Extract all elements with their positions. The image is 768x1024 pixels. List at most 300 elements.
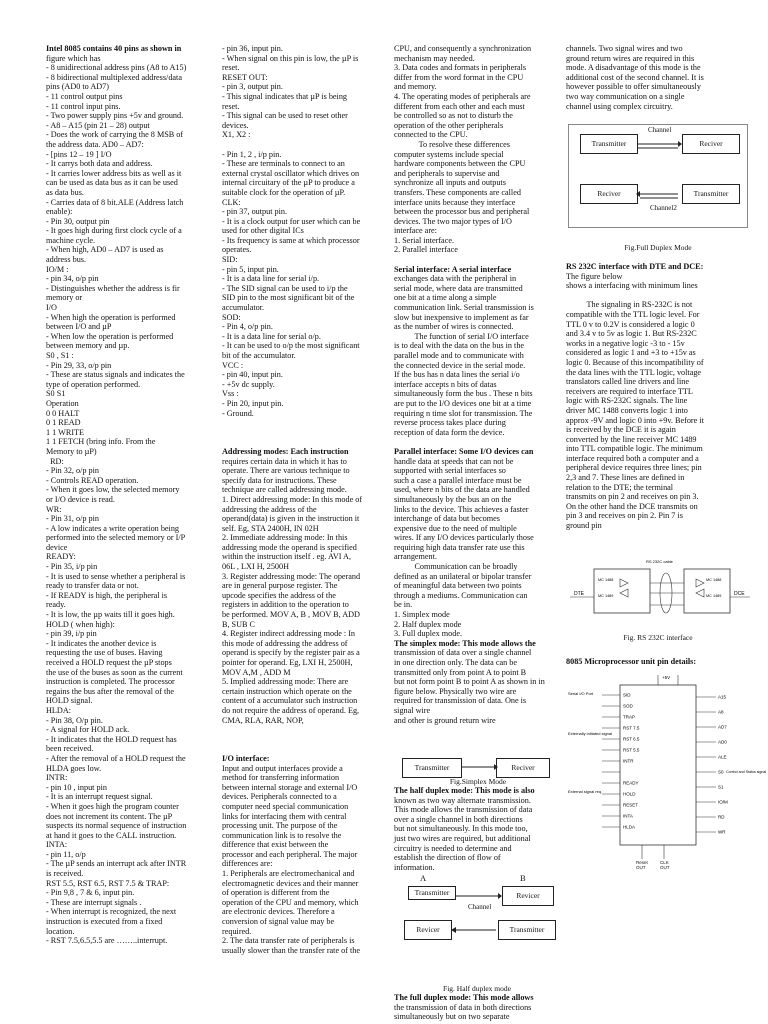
text-line: HOLD signal. [46,696,93,706]
text-line: - If READY is high, the peripheral is [46,590,168,600]
text-line: 3. Register addressing mode: The operand [222,571,361,581]
column-4-pin-details [566,657,750,667]
text-line: compatible with the TTL logic level. For [566,309,700,319]
text-line: - Pin 35, i/p pin [46,562,98,572]
text-line: - The SID signal can be used to i/p the [222,283,348,293]
text-line: 1 1 WRITE [46,427,85,437]
text-line: simultaneously form the bus . These n bits [394,389,533,399]
text-line: reset. [222,101,240,111]
pin-label-right: A15 [718,694,727,700]
text-line: and peripherals to supervise and [394,168,500,178]
text-line: ground pin [566,521,602,531]
text-line: - It is a clock output for user which can be [222,216,361,226]
text-line: operation of the CPU and memory, which [222,897,359,907]
text-line: - It indicates that the HOLD request has [46,734,177,744]
half-duplex-channel-label: Channel [468,903,492,911]
text-line: Operation [46,398,79,408]
text-line: simultaneously by the bus an on the [394,494,512,504]
column-3-half-duplex [394,786,560,872]
text-line: MOV A,M , ADD M [222,667,291,677]
full-duplex-receiver-2: Reciver [580,184,638,204]
text-line: content of a accumulator such instruction [222,696,358,706]
text-line: - It carrys both data and address. [46,159,153,169]
full-duplex-transmitter-2: Transmitter [682,184,740,204]
text-line: The half duplex mode: This mode is also [394,786,535,795]
text-line: transfers. These components are called [394,187,521,197]
text-line: SID pin to the most significant bit of the [222,293,355,303]
text-line: reverse process takes place during [394,418,506,428]
text-line: 1. Direct addressing mode: In this mode of [222,494,363,504]
simplex-caption: Fig.Simplex Mode [449,777,507,786]
text-line: I/O [46,303,57,313]
text-line: Serial interface: A serial interface [394,264,512,274]
text-line: just two wires are required, but additional [394,833,531,843]
text-line: and memory. [394,82,437,92]
text-line: into TTL compatible logic. The minimum [566,444,703,454]
pin-label-left: RST 6.5 [623,736,640,742]
full-duplex-caption: Fig.Full Duplex Mode [624,243,692,252]
text-line: slow but inexpensive to implement as far [394,312,529,322]
text-line: The full duplex mode: This mode allows [394,993,534,1002]
text-line: operates. [222,245,252,255]
text-line: - When it goes low, the selected memory [46,485,180,495]
pin-label-left: SID [623,692,631,698]
pin-reset-out: Reset OUT [636,860,648,870]
text-line: usually slower than the transfer rate of the [222,945,361,955]
text-line: be controlled so as not to disturb the [394,111,513,121]
rs232-dte-label: DTE [574,591,584,597]
text-line: HOLD ( when high): [46,619,115,629]
text-line: do not require the address of operand. Eg, [222,705,360,715]
rs232-diagram [566,555,754,631]
text-line: - The µP sends an interrupt ack after INTR [46,859,187,869]
text-line: links to the device. This achieves a faster [394,504,529,514]
simplex-receiver-box: Reciver [496,758,550,778]
text-line: VCC : [222,360,244,370]
text-line: through a mediums. Communication can [394,590,528,600]
text-line: requesting the use of buses. Having [46,648,163,658]
text-line: - When it goes high the program counter [46,801,179,811]
text-line: addressing mode the operand is specified [222,542,357,552]
text-line: - When high the operation is performed [46,312,176,322]
text-line: reception of data form the device. [394,427,505,437]
text-line: - It is a data line for serial o/p. [222,331,321,341]
text-line: Parallel interface: Some I/O devices can [394,446,534,456]
pin-label-right: S0 [718,769,724,775]
text-line: interface accepts n bits of datas [394,379,497,389]
text-line: SOD: [222,312,241,322]
text-line: Input and output interfaces provide a [222,763,343,773]
text-line: converted by the line receiver MC 1489 [566,434,697,444]
text-line: shows a interfacing with minimum lines [566,281,698,291]
half-duplex-receiver-b: Revicer [502,886,554,906]
text-line: requiring n time slot for transmission. The [394,408,533,418]
rs232-ic1: MC 1488 [598,578,614,582]
text-line: method for transferring information [222,773,340,783]
text-line: - pin 36, input pin. [222,44,283,53]
text-line: The simplex mode: This mode allows the [394,638,536,648]
text-line: of meaningful data between two points [394,581,522,591]
text-line: 0 0 HALT [46,408,80,418]
text-line: Communication can be broadly [394,562,518,572]
text-line: differ from the word format in the CPU [394,72,524,82]
text-line: suspects its normal sequence of instruction [46,821,187,831]
text-line [222,437,388,447]
text-line: - This signal can be used to reset other [222,111,348,121]
text-line: - When low the operation is performed [46,331,174,341]
text-line: accumulator. [222,303,265,313]
text-line: SID: [222,255,238,265]
text-line: the use of the buses as soon as the current [46,667,183,677]
text-line: RD: [46,456,64,466]
full-duplex-channel2-label: Channel2 [650,204,677,212]
rs232-ic3: MC 1488 [706,578,722,582]
text-line: - 11 control input pins. [46,101,121,111]
rs232-ic4: MC 1489 [706,594,722,598]
text-line: 8085 Microprocessor unit pin details: [566,657,697,666]
text-line: - Pin 31, o/p pin [46,514,99,524]
text-line: - Distinguishes whether the address is fir [46,283,180,293]
text-line: RST 5.5, RST 6.5, RST 7.5 & TRAP: [46,878,170,888]
text-line: channel using complex circuitry. [566,101,673,111]
pin-label-left: HLDA [623,824,636,830]
text-line: arrangement. [394,552,437,562]
text-line: 06L , LXI H, 2500H [222,562,290,572]
text-line: peripheral device requires three lines; pin [566,463,702,473]
text-line: - pin 11, o/p [46,849,86,859]
text-line: transmits on pin 2 and receives on pin 3. [566,492,699,502]
text-line: devices. The two major types of I/O [394,216,512,226]
text-line [222,140,388,150]
text-line: S0 , S1 : [46,351,74,360]
rs232-figure [566,555,754,635]
text-line: - It indicates the another device is [46,638,157,648]
pin-label-right: AD7 [718,724,727,730]
half-duplex-figure [394,872,562,972]
text-line: - A signal for HOLD ack. [46,725,130,735]
text-line: is received by the DCE it is again [566,425,676,435]
text-line: interface units because they interface [394,197,516,207]
text-line: self. Eg, STA 2400H, IN 02H [222,523,319,533]
text-line: 1. Serial interface. [394,235,455,245]
text-line: - It is low, the µp waits till it goes high. [46,610,175,620]
text-line: 4. Register indirect addressing mode : In [222,629,356,639]
pin-note-left: Externally initiated signal [568,731,613,736]
text-line: been received. [46,744,94,754]
text-line: The signaling in RS-232C is not [566,300,693,310]
text-line [222,725,388,735]
text-line: one bit at a time along a simple [394,293,497,303]
pin-label-right: S1 [718,784,724,790]
text-line: hardware components between the CPU [394,159,526,169]
text-line: operand(data) is given in the instruction it [222,514,360,524]
text-line: different from each other and each must [394,101,525,111]
text-line: The function of serial I/O interface [394,331,529,341]
text-line: - It is a data line for serial i/p. [222,274,320,284]
text-line: figure below. Physically two wire are [394,686,517,696]
text-line: The figure below [566,271,623,281]
text-line: be in. [394,600,413,610]
text-line: the transmission of data in both directions [394,1002,532,1012]
text-line: computer need special communication [222,801,349,811]
text-line: - Pin 30, output pin [46,216,110,226]
text-line: - Pin 20, input pin. [222,398,284,408]
text-line: ground return wires are required in this [566,53,695,63]
text-line: can be used as data bus as it can be used [46,178,178,188]
text-line: works in a negative logic -3 to - 15v [566,338,685,348]
text-line: - It is an interrupt request signal. [46,792,153,802]
text-line: - A8 – A15 (pin 21 – 28) output [46,120,150,130]
text-line: between the processor bus and peripheral [394,207,530,217]
text-line: 1 1 FETCH (bring info. From the [46,437,156,447]
text-line: communication link. Serial transmission is [394,303,534,313]
text-line: technique are called addressing mode. [222,485,347,495]
text-line [222,418,388,428]
text-line: CLK: [222,197,241,207]
text-line: channels. Two signal wires and two [566,44,683,53]
text-line: logic 0. Because of this incompatibility of [566,357,704,367]
text-line: of operation is different from the [222,888,330,898]
text-line: - pin 34, o/p pin [46,274,99,284]
text-line: - 8 bidirectional multiplexed address/data [46,72,182,82]
text-line: Memory to µP) [46,446,97,456]
text-line: between internal storage and external I/O [222,782,358,792]
text-line: expensive due to the need of multiple [394,523,517,533]
text-line: 5. Implied addressing mode: There are [222,677,349,687]
text-line: On the other hand the DCE transmits on [566,501,698,511]
text-line: RESET OUT: [222,72,268,82]
text-line: CPU, and consequently a synchronization [394,44,532,53]
text-line: the connected device in the serial mode. [394,360,526,370]
text-line: - [pins 12 – 19 ] I/O [46,149,112,159]
text-line: and other is ground return wire [394,715,496,725]
text-line: - pin 5, input pin. [222,264,279,274]
text-line: between I/O and µP [46,322,112,332]
text-line: certain instruction which operate on the [222,686,352,696]
text-line: - These are terminals to connect to an [222,159,345,169]
text-line: - It carries lower address bits as well as it [46,168,182,178]
full-duplex-receiver-1: Reciver [682,134,740,154]
half-duplex-caption: Fig. Half duplex mode [443,984,511,993]
text-line: - pin 37, output pin. [222,207,288,217]
text-line: - pin 39, i/p pin [46,629,97,639]
pin-label-right: A8 [718,709,724,715]
text-line: two way communication on a single [566,91,685,101]
text-line: at hand it goes to the CALL instruction. [46,830,177,840]
text-line: address bus. [46,255,87,265]
text-line: upcode specifies the address of the [222,590,336,600]
text-line: is to deal with the data on the bus in the [394,341,525,351]
text-line: reset. [222,63,240,73]
text-line: regains the bus after the removal of the [46,686,174,696]
text-line: processor and each peripheral. The major [222,849,358,859]
text-line: INTR: [46,773,68,783]
text-line: - Pin 29, 33, o/p pin [46,360,112,370]
text-line: interface required both a computer and a [566,453,699,463]
text-line: links for interfacing them with central [222,811,347,821]
text-line: external crystal oscillator which drives on [222,168,360,178]
text-line: information. [394,862,435,872]
text-line: operation of the other peripherals [394,120,504,130]
text-line: internal circuitary of the µP to produce a [222,178,355,188]
pin-label-right: ALE [718,754,727,760]
text-line: as data bus. [46,187,84,197]
text-line: simultaneously but on two separate [394,1012,510,1022]
column-3 [394,44,560,725]
text-line: - It goes high during first clock cycle of a [46,226,182,236]
text-line: 0 1 READ [46,418,81,428]
full-duplex-figure [566,124,754,234]
column-2 [222,44,388,955]
text-line: - Its frequency is same at which processor [222,235,360,245]
half-duplex-transmitter-a: Transmitter [408,886,456,900]
simplex-transmitter-box: Transmitter [402,758,462,778]
text-line: device [46,542,68,552]
text-line: handle data at speeds that can not be [394,456,514,466]
text-line: and 3.4 v to 5v as logic 1. But RS-232C [566,329,697,339]
text-line: 1. Simplex mode [394,610,450,620]
pin-note-left: Serial I/O Port [568,691,594,696]
text-line: 2. The data transfer rate of peripherals is [222,936,355,946]
pin-label-left: INTA [623,813,633,819]
rs232-caption: Fig. RS 232C interface [623,633,693,642]
text-line: are in general purpose register. The [222,581,338,591]
column-4-rs232 [566,262,750,531]
text-line: enable): [46,207,73,217]
text-line: wires. If any I/O devices particularly those [394,533,534,543]
text-line: interchange of data but becomes [394,514,500,524]
text-line: mechanism may needed. [394,53,475,63]
text-line: machine cycle. [46,235,96,245]
text-line: computer systems include special [394,149,504,159]
text-line: the data lines with the TTL logic, voltage [566,367,702,377]
text-line: supported with serial interfaces so [394,466,506,476]
text-line: If the bus has n data lines the serial i/o [394,370,520,380]
text-line: operate. There are various technique to [222,466,350,476]
text-line: 2. Parallel interface [394,245,458,255]
full-duplex-transmitter-1: Transmitter [580,134,638,154]
text-line: - pin 40, input pin. [222,370,283,380]
text-line: in one direction only. The data can be [394,658,517,667]
pin-note-right: Control and Status signal [726,770,767,774]
text-line: circuitry is needed to determine and [394,843,512,853]
text-line: WR: [46,504,62,514]
half-duplex-label-a: A [420,873,427,883]
text-line: - This signal indicates that µP is being [222,91,348,101]
text-line: signal wire [394,705,431,715]
text-line: used for other digital ICs [222,226,304,236]
rs232-cable-label: RS 232C cable [646,559,673,564]
text-line: does not increment its content. The µP [46,811,173,821]
text-line: location. [46,926,75,936]
pin-label-right: AD0 [718,739,727,745]
text-line: - pin 3, output pin. [222,82,283,92]
text-line: - Does the work of carrying the 8 MSB of [46,130,184,140]
text-line: over a single channel in both directions [394,814,523,824]
text-line: establish the direction of flow of [394,853,501,863]
text-line [394,255,560,265]
text-line: - Controls READ operation. [46,475,139,485]
text-line: electromagnetic devices and their manner [222,878,359,888]
text-line: - +5v dc supply. [222,379,275,389]
text-line [222,744,388,754]
text-line: receivers are required to interface TTL [566,386,693,396]
text-line: translators called line drivers and line [566,377,689,387]
text-line: connected to the CPU. [394,130,468,140]
pin-label-right: WR [718,829,726,835]
text-line: instruction is executed from a fixed [46,917,163,927]
text-line: processing unit. The purpose of the [222,821,338,831]
text-line: relation to the DTE; the terminal [566,482,674,492]
text-line: - 8 unidirectional address pins (A8 to A15) [46,63,187,73]
full-duplex-arrows [566,124,754,234]
text-line: pins (AD0 to AD7) [46,82,109,92]
text-line: are electronic devices. Therefore a [222,907,335,917]
text-line: within the instruction itself . eg. AVI A, [222,552,352,562]
text-line: received a HOLD request the µP stops [46,658,172,667]
text-line: READY: [46,552,76,562]
text-line: be performed. MOV A, B , MOV B, ADD [222,610,360,620]
pin-label-left: RST 7.5 [623,725,640,731]
text-line: - These are status signals and indicates the [46,370,185,380]
text-line: addressing the address of the [222,504,317,514]
text-line: registers in addition to the operation to [222,600,349,610]
text-line: B, SUB C [222,619,255,629]
text-line: required for transmission of data. One is [394,696,527,706]
text-line: - Ground. [222,408,254,418]
text-line: interface are: [394,226,437,236]
text-line: IO/M : [46,264,69,274]
text-line: Vss : [222,389,239,399]
text-line [566,291,750,301]
half-duplex-arrows [394,872,562,952]
text-line: suitable clock for the operation of µP. [222,187,346,197]
text-line: devices. [222,120,249,130]
text-line: HLDA: [46,705,72,715]
pin-label-left: SOD [623,703,633,709]
rs232-dce-label: DCE [734,591,745,597]
column-1 [46,44,214,946]
text-line: but not simultaneously. In this mode too, [394,824,528,834]
text-line: CMA, RLA, RAR, NOP, [222,715,304,725]
text-line: - Two power supply pins +5v and ground. [46,111,184,121]
pin-label-left: INTR [623,758,634,764]
text-line: transmission of data over a single channel [394,648,532,658]
text-line: type of operation performed. [46,379,141,389]
pin-vcc-label: +5V [662,675,671,680]
text-line: performed into the selected memory or I/P [46,533,186,543]
text-line: ready to transfer data or not. [46,581,139,591]
pin-diagram-svg [566,673,767,873]
text-line: - Pin 32, o/p pin [46,466,99,476]
text-line: this mode of addressing the address of [222,638,348,648]
text-line: between memory and µp. [46,341,130,351]
pin-label-left: RESET [623,802,639,808]
text-line [222,428,388,438]
text-line: synchronize all inputs and outputs [394,178,506,188]
text-line: TTL 0 v to 0.2V is considered a logic 0 [566,319,695,329]
text-line: logic with RS-232C signals. The line [566,396,688,406]
text-line: approx -9V and logic 0 into +9v. Before it [566,415,704,425]
text-line: considered as logic 1 and +3 to +15v as [566,348,696,358]
text-line: 4. The operating modes of peripherals are [394,91,531,101]
text-line: known as two way alternate transmission. [394,795,531,805]
text-line: instruction is completed. The processor [46,677,175,687]
text-line: INTA: [46,840,68,850]
column-4 [566,44,750,111]
text-line: is received. [46,869,84,879]
text-line: - It is used to sense whether a peripheral is [46,571,186,581]
